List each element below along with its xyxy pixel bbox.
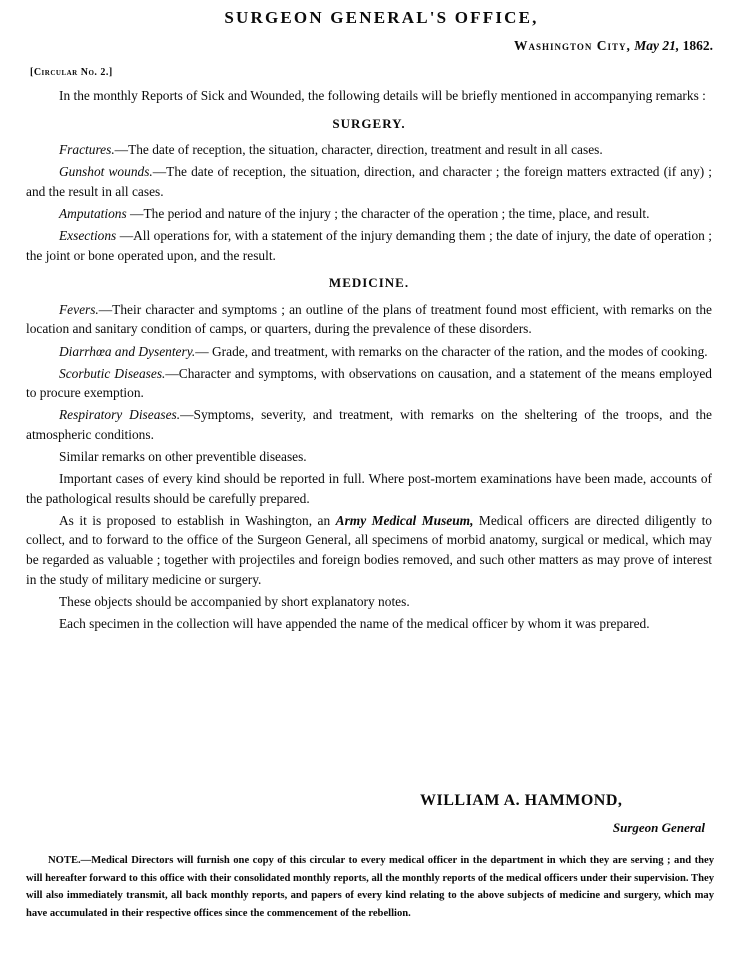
- footnote: [26, 852, 714, 922]
- medicine-item: [26, 364, 712, 403]
- medicine-item-lead: Scorbutic Diseases.: [59, 365, 166, 381]
- surgery-item-text: —The date of reception, the situation, character, direction, treatment and result in all cases.: [114, 142, 603, 158]
- surgery-item-lead: Exsections: [59, 228, 117, 244]
- document-body: [26, 86, 712, 636]
- surgery-item-lead: Gunshot wounds.: [59, 164, 153, 180]
- dateline-year: 1862.: [682, 38, 713, 53]
- surgery-heading: SURGERY.: [332, 115, 406, 131]
- medicine-item-lead: Diarrhœa and Dysentery.: [59, 343, 196, 359]
- surgery-item-text: —The date of reception, the situation, direction, and character ; the foreign matters extracted (if any) ; and the result in all cases.: [26, 164, 712, 199]
- dateline: [514, 38, 713, 54]
- medicine-heading: MEDICINE.: [328, 275, 410, 291]
- surgery-item: [26, 140, 712, 160]
- footnote-text: —Medical Directors will furnish one copy of this circular to every medical officer in the department in which they are serving ; and they will hereafter forward to this office with their consolidated monthly reports, all the monthly reports of the medical officers under their supervision. They will also immediately transmit, all back monthly reports, and papers of every kind relating to the above subjects of medicine and surgery, which may have accumulated in their respective offices since the commencement of the rebellion.: [26, 855, 714, 919]
- document-title: SURGEON GENERAL'S OFFICE,: [224, 8, 539, 27]
- specimen-paragraph: Each specimen in the collection will have appended the name of the medical officer by whom it was prepared.: [59, 615, 650, 631]
- surgery-item-text: —The period and nature of the injury ; the character of the operation ; the time, place, and result.: [126, 205, 650, 221]
- medicine-item: [26, 342, 712, 362]
- important-cases-paragraph: Important cases of every kind should be reported in full. Where post-mortem examinations have been made, accounts of the pathological results should be carefully prepared.: [26, 471, 712, 506]
- medicine-item-lead: Respiratory Diseases.: [59, 407, 181, 423]
- medicine-item-text: —Symptoms, severity, and treatment, with remarks on the sheltering of the troops, and the atmospheric conditions.: [26, 407, 712, 442]
- intro-paragraph: In the monthly Reports of Sick and Wounded, the following details will be briefly mentioned in accompanying remarks :: [59, 88, 706, 103]
- medicine-item: [26, 405, 712, 444]
- signature-name: WILLIAM A. HAMMOND,: [420, 792, 623, 809]
- surgery-item: [26, 162, 712, 201]
- dateline-month-day: May 21,: [634, 38, 680, 53]
- museum-text-before: As it is proposed to establish in Washington, an: [59, 512, 336, 528]
- signature-title: Surgeon General: [612, 820, 705, 835]
- objects-paragraph: These objects should be accompanied by short explanatory notes.: [59, 593, 410, 609]
- dateline-city: Washington City,: [514, 38, 631, 53]
- museum-name: Army Medical Museum,: [335, 512, 474, 528]
- circular-number: [Circular No. 2.]: [30, 67, 113, 78]
- medicine-item-text: —Their character and symptoms ; an outline of the plans of treatment found most efficient, with remarks on the location and sanitary condition of camps, or quarters, during the prevalence of these disorders.: [26, 301, 712, 337]
- medicine-item-text: — Grade, and treatment, with remarks on the character of the ration, and the modes of cooking.: [195, 343, 708, 359]
- museum-paragraph: [26, 511, 712, 589]
- surgery-item: [26, 226, 712, 265]
- medicine-item-text: —Character and symptoms, with observations on causation, and a statement of the means employed to procure exemption.: [26, 365, 712, 401]
- surgery-item-lead: Fractures.: [59, 142, 115, 158]
- museum-text-after: Medical officers are directed diligently to collect, and to forward to the office of the Surgeon General, all specimens of morbid anatomy, surgical or medical, which may be regarded as valuable ; together with projectiles and foreign bodies removed, and such other matters as may prove of interest in the study of military medicine or surgery.: [26, 512, 713, 587]
- surgery-item-lead: Amputations: [59, 205, 127, 221]
- similar-paragraph: Similar remarks on other preventible diseases.: [59, 449, 307, 464]
- surgery-item-text: —All operations for, with a statement of the injury demanding them ; the date of injury, the date of operation ; the joint or bone operated upon, and the result.: [26, 228, 712, 263]
- surgery-item: [26, 204, 712, 224]
- medicine-item-lead: Fevers.: [59, 301, 99, 317]
- footnote-label: NOTE.: [48, 855, 81, 866]
- medicine-item: [26, 300, 712, 339]
